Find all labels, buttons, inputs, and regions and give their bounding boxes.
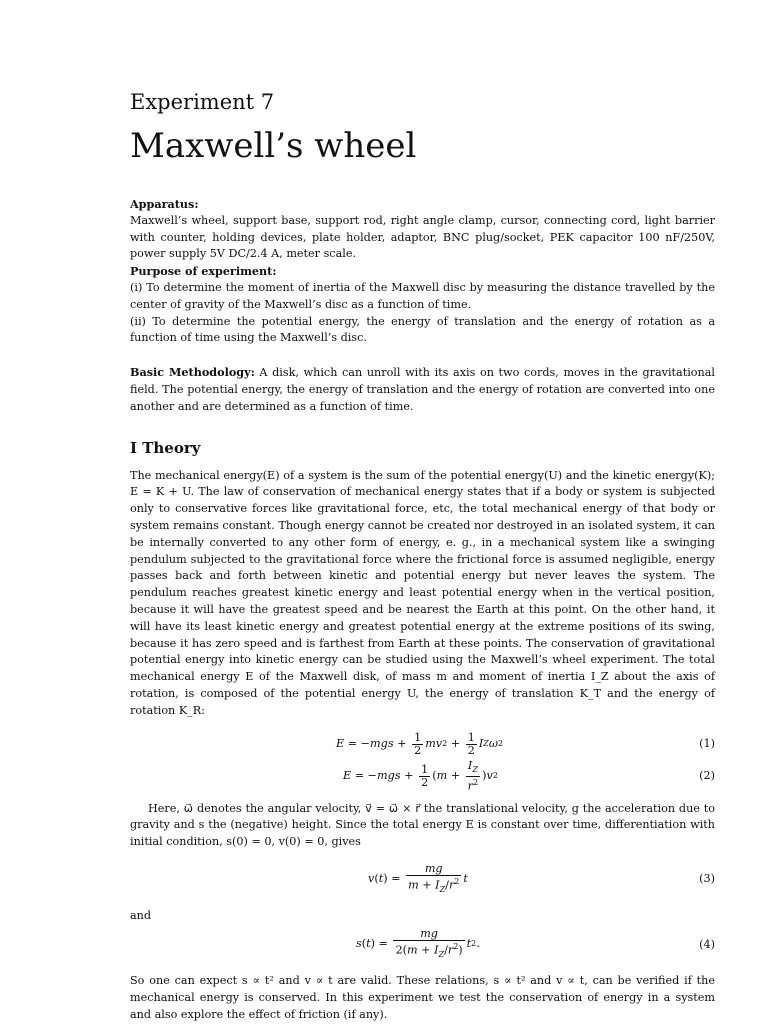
page-title: Maxwell’s wheel	[130, 126, 417, 166]
fraction: $\frac{1}{2}$	[414, 730, 422, 757]
purpose-label: Purpose of experiment:	[130, 264, 277, 279]
theory-paragraph-3: So one can expect s ∝ t² and v ∝ t are valid. These relations, s ∝ t² and v ∝ t, can be verified if the mechanical energy is conserved. In this experiment we test the conservation of energy in a system and also explore the effect of friction (if any).	[130, 974, 715, 1021]
equation-2-number: (2)	[699, 769, 715, 783]
equation-2-math: E = − mgs + $\frac{1}{2}$ ( m + $\frac{I_Z}{r^2}$ ) v 2	[343, 758, 498, 793]
methodology-label: Basic Methodology:	[130, 365, 255, 380]
apparatus-text: Maxwell’s wheel, support base, support rod, right angle clamp, cursor, connecting cord, light barrier with counter, holding devices, plate holder, adaptor, BNC plug/socket, PEK capacitor 100 nF/250V, power supply 5V DC/2.4 A, meter scale.	[130, 213, 715, 261]
equation-2	[130, 760, 715, 792]
theory-heading: I Theory	[130, 438, 201, 457]
spacer	[130, 720, 715, 729]
spacer	[130, 965, 715, 974]
fraction: $\frac{mg}{2(m + I_Z/r^2)}$	[395, 927, 463, 960]
purpose-item-1: (i) To determine the moment of inertia of the Maxwell disc by measuring the distance travelled by the center of gravity of the Maxwell’s disc as a function of time.	[130, 280, 715, 311]
fraction: $\frac{mg}{m + I_Z/r^2}$	[408, 861, 460, 894]
equation-1-number: (1)	[699, 737, 715, 751]
purpose-item-2: (ii) To determine the potential energy, the energy of translation and the energy of rotation as a function of time using the Maxwell’s disc.	[130, 314, 715, 345]
fraction: $\frac{1}{2}$	[467, 730, 475, 757]
fraction: $\frac{I_Z}{r^2}$	[467, 758, 479, 793]
document-body	[130, 196, 715, 1024]
methodology-text: A disk, which can unroll with its axis on two cords, moves in the gravitational field. The potential energy, the energy of translation and the energy of rotation are converted into one another and are determined as a function of time.	[130, 366, 715, 413]
and-text: and	[130, 908, 152, 922]
equation-3-number: (3)	[699, 872, 715, 886]
equation-1-math: E = − mgs + $\frac{1}{2}$ mv 2 + $\frac{1}{2}$ I Z ω 2	[336, 730, 504, 757]
experiment-label: Experiment 7	[130, 90, 275, 114]
fraction: $\frac{1}{2}$	[421, 762, 429, 789]
spacer	[130, 356, 715, 365]
spacer	[130, 899, 715, 908]
equation-1	[130, 728, 715, 760]
theory-paragraph-2: Here, ω⃗ denotes the angular velocity, v⃗ = ω⃗ × r⃗ the translational velocity, g the acceleration due to gravity and s the (negative) height. Since the total energy E is constant over time, differentiation with initial condition, s(0) = 0, v(0) = 0, gives	[130, 801, 715, 849]
equation-4-math: s ( t ) = $\frac{mg}{2(m + I_Z/r^2)}$ t 2 .	[356, 927, 480, 960]
equation-4	[130, 925, 715, 965]
spacer	[130, 851, 715, 860]
equation-4-number: (4)	[699, 937, 715, 951]
methodology-paragraph	[130, 364, 715, 415]
equation-3-math: v ( t ) = $\frac{mg}{m + I_Z/r^2}$ t	[368, 861, 468, 894]
equation-3	[130, 859, 715, 899]
spacer	[130, 792, 715, 801]
theory-paragraph-1: The mechanical energy(E) of a system is the sum of the potential energy(U) and the kinetic energy(K); E = K + U. The law of conservation of mechanical energy states that if a body or system is subjected only to conservative forces like gravitational force, etc, the total mechanical energy of that body or system remains constant. Though energy cannot be created nor destroyed in an isolated system, it can be internally converted to any other form of energy, e. g., in a mechanical system like a swinging pendulum subjected to the gravitational force where the frictional force is assumed negligible, energy passes back and forth between kinetic and potential energy but never leaves the system. The pendulum reaches greatest kinetic energy and least potential energy when in the vertical position, because it will have the greatest speed and be nearest the Earth at this point. On the other hand, it will have its least kinetic energy and greatest potential energy at the extreme positions of its swing, because it has zero speed and is farthest from Earth at these points. The conservation of gravitational potential energy into kinetic energy can be studied using the Maxwell’s wheel experiment. The total mechanical energy E of the Maxwell disk, of mass m and moment of inertia I_Z about the axis of rotation, is composed of the potential energy U, the energy of translation K_T and the energy of rotation K_R:	[130, 468, 715, 717]
spacer	[130, 347, 715, 356]
apparatus-label: Apparatus:	[130, 197, 199, 211]
